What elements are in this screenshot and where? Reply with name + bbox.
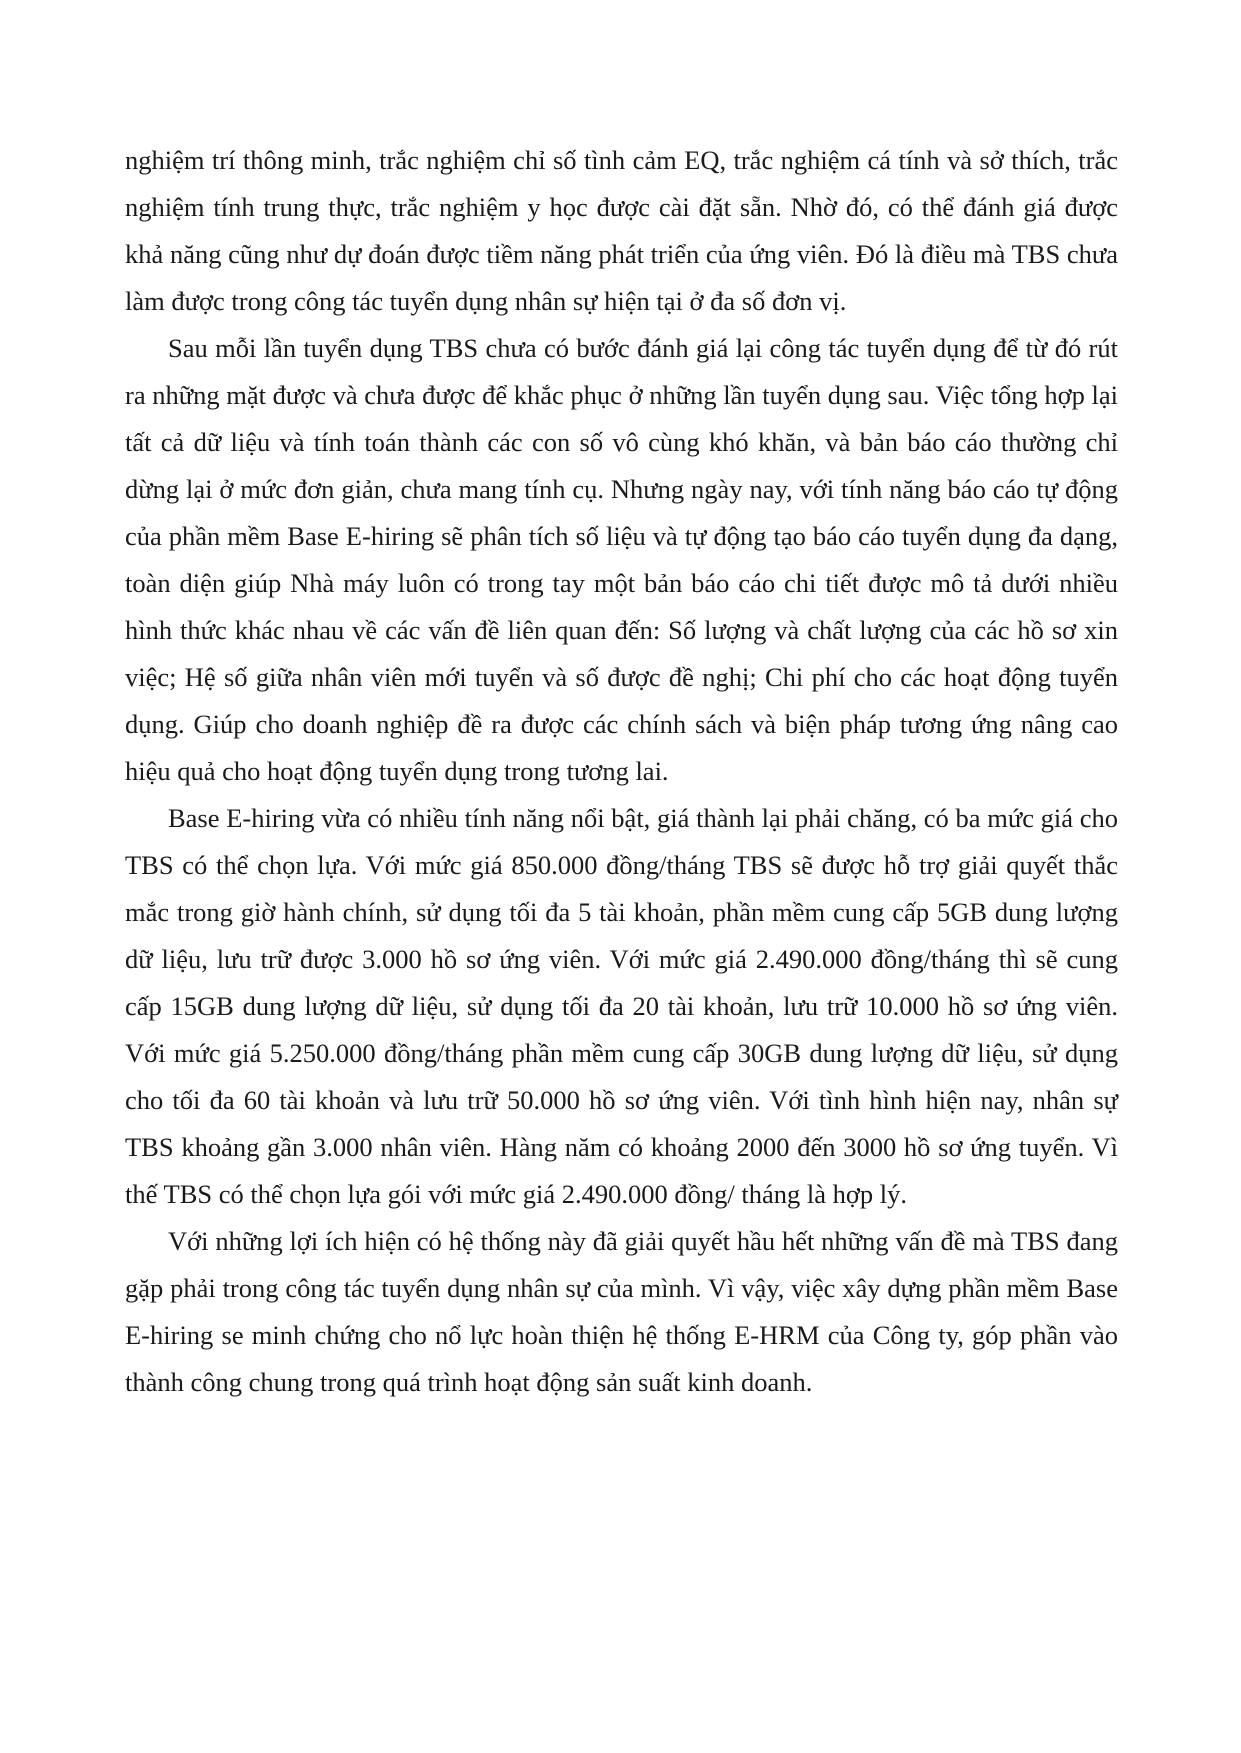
- paragraph-evaluation: Sau mỗi lần tuyển dụng TBS chưa có bước đánh giá lại công tác tuyển dụng để từ đó rút ra những mặt được và chưa được để khắc phục ở những lần tuyển dụng sau. Việc tổng hợp lại tất cả dữ liệu và tính toán thành các con số vô cùng khó khăn, và bản báo cáo thường chỉ dừng lại ở mức đơn giản, chưa mang tính cụ. Nhưng ngày nay, với tính năng báo cáo tự động của phần mềm Base E-hiring sẽ phân tích số liệu và tự động tạo báo cáo tuyển dụng đa dạng, toàn diện giúp Nhà máy luôn có trong tay một bản báo cáo chi tiết được mô tả dưới nhiều hình thức khác nhau về các vấn đề liên quan đến: Số lượng và chất lượng của các hồ sơ xin việc; Hệ số giữa nhân viên mới tuyển và số được đề nghị; Chi phí cho các hoạt động tuyển dụng. Giúp cho doanh nghiệp đề ra được các chính sách và biện pháp tương ứng nâng cao hiệu quả cho hoạt động tuyển dụng trong tương lai.: [125, 333, 1118, 786]
- paragraph-pricing: Base E-hiring vừa có nhiều tính năng nổi bật, giá thành lại phải chăng, có ba mức giá cho TBS có thể chọn lựa. Với mức giá 850.000 đồng/tháng TBS sẽ được hỗ trợ giải quyết thắc mắc trong giờ hành chính, sử dụng tối đa 5 tài khoản, phần mềm cung cấp 5GB dung lượng dữ liệu, lưu trữ được 3.000 hồ sơ ứng viên. Với mức giá 2.490.000 đồng/tháng thì sẽ cung cấp 15GB dung lượng dữ liệu, sử dụng tối đa 20 tài khoản, lưu trữ 10.000 hồ sơ ứng viên. Với mức giá 5.250.000 đồng/tháng phần mềm cung cấp 30GB dung lượng dữ liệu, sử dụng cho tối đa 60 tài khoản và lưu trữ 50.000 hồ sơ ứng viên. Với tình hình hiện nay, nhân sự TBS khoảng gần 3.000 nhân viên. Hàng năm có khoảng 2000 đến 3000 hồ sơ ứng tuyển. Vì thế TBS có thể chọn lựa gói với mức giá 2.490.000 đồng/ tháng là hợp lý.: [125, 803, 1118, 1209]
- paragraph-conclusion: Với những lợi ích hiện có hệ thống này đã giải quyết hầu hết những vấn đề mà TBS đang gặp phải trong công tác tuyển dụng nhân sự của mình. Vì vậy, việc xây dựng phần mềm Base E-hiring se minh chứng cho nổ lực hoàn thiện hệ thống E-HRM của Công ty, góp phần vào thành công chung trong quá trình hoạt động sản suất kinh doanh.: [125, 1226, 1118, 1397]
- paragraph-continuation: nghiệm trí thông minh, trắc nghiệm chỉ số tình cảm EQ, trắc nghiệm cá tính và sở thích, trắc nghiệm tính trung thực, trắc nghiệm y học được cài đặt sẵn. Nhờ đó, có thể đánh giá được khả năng cũng như dự đoán được tiềm năng phát triển của ứng viên. Đó là điều mà TBS chưa làm được trong công tác tuyển dụng nhân sự hiện tại ở đa số đơn vị.: [125, 145, 1118, 316]
- body-text: [125, 137, 1118, 1406]
